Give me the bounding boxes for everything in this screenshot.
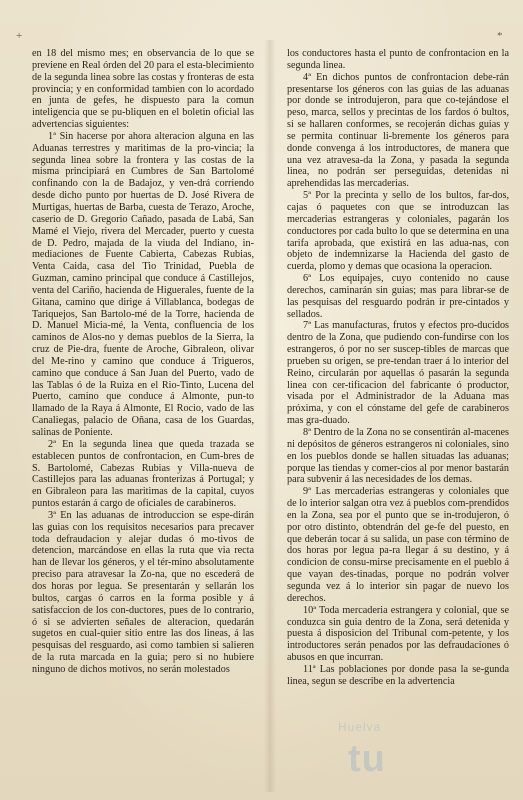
- paragraph: 3ª En las aduanas de introduccion se espe-dirán las guias con los requisitos necesarios para precaver toda defraudacion y alejar dudas ó mo-tivos de detencion, marcándose en ellas la ruta que via recta han de llevar los géneros, y el tér-mino absolutamente preciso para atravesar la Zo-na, que no escederá de dos horas por legua. Se presentarán y sellarán los bultos, cargas ó carros en la forma posible y á satisfaccion de los con-ductores, pues de lo contrario, ó si se advierten señales de alteracion, quedarán sugetos en cual-quier sitio entre las dos lineas, á las pesquisas del resguardo, asi como tambien si salieren de la ruta marcada en la guia; pero si no hubiere ninguno de dichos motivos, no serán molestados: [32, 509, 254, 675]
- left-text-column: [32, 48, 254, 676]
- paragraph: en 18 del mismo mes; en observancia de lo que se previene en Real órden del 20 para el esta-blecimiento de la segunda linea sobre las costas y fronteras de esta provincia; y en conformidad tambien con lo acordado en junta de gefes, he dispuesto para la comun inteligencia que se pu-bliquen en el boletin oficial las advertencias siguientes:: [32, 48, 254, 131]
- corner-mark-right: *: [497, 30, 503, 42]
- paragraph: 1ª Sin hacerse por ahora alteracion alguna en las Aduanas terrestres y maritimas de la pro-vincia; la segunda linea sobre la frontera y las costas de la misma principiará en Cumbres de San Bartolomé confinando con la de Badajoz, y ven-drá corriendo desde dicho punto por huertas de D. José Rivera de Murtigas, huertas de Barba, cuesta de Terazo, Aroche, caserio de D. Gregorio Cañado, pasada de Labá, San Mamé el Viejo, rivera del Mercader, puerto y cuesta de D. Pedro, majada de la viuda del Indiano, in-mediaciones de Fuente Cabierta, Cabezas Rubias, Venta Caida, casa del Tio Trinidad, Puebla de Guzman, camino principal que conduce á Castillejos, venta del Cariño, hacienda de Higuerales, fuente de la Gitana, camino que dirige á Villablanca, bodegas de Tariquejos, San Bartolo-mé de la Torre, hacienda de D. Manuel Micia-mé, la Venta, confluencia de los caminos de Alos-no y demas pueblos de la Sierra, la cruz de Pie-dra, fuente de Aroche, Gibraleon, olivar del Me-rino y camino que conduce á Trigueros, camino que conduce á San Juan del Puerto, vado de las Tablas ó de la Ruiza en el Rio-Tinto, Lucena del Puerto, camino que conduce á Almonte, pun-to llamado de la Raya á Almonte, El Rocio, vado de las Canaliegas, palacio de Oñana, casa de los Guardas, salinas de Poniente.: [32, 130, 254, 438]
- paragraph: 6ª Los equipajes, cuyo contenido no cause derechos, caminarán sin guias; mas para librar-se de las pesquisas del resguardo podrán ir pre-cintados y sellados.: [287, 273, 509, 320]
- paragraph: 4ª En dichos puntos de confrontacion debe-rán presentarse los géneros con las guias de las aduanas por donde se introdujeron, para que co-tejándose el peso, marca, sellos y precintas de los fardos ó bultos, si se hallaren conformes, se recojerán dichas guias y se permita continuar li-bremente los géneros para donde convenga á los introductores, de manera que una vez atravesa-da la Zona, y pasada la segunda linea, no podrán ser perseguidas, detenidas ni aprehendidas las mercaderias.: [287, 71, 509, 190]
- paragraph: 2ª En la segunda linea que queda trazada se establecen puntos de confrontacion, en Cum-bres de S. Bartolomé, Cabezas Rubias y Villa-nueva de Castillejos para las aduanas fronterizas á Portugal; y en Gibraleon para las maritimas de la capital, cuyos puntos estarán á cargo de oficiales de carabineros.: [32, 438, 254, 510]
- paragraph: 7ª Las manufacturas, frutos y efectos pro-ducidos dentro de la Zona, que pudiendo con-fundirse con los estrangeros, ó por no ser suscep-tibles de marcas que prueben su origen, se pre-tendan traer á lo interior del Reino, circularán por aquellas ó pasarán la segunda linea con cer-tificacion del fabricante ó productor, visada por el Administrador de la Aduana mas próxima, y con el cónstame del gefe de carabineros mas gra-duado.: [287, 320, 509, 427]
- page-fold-shadow: [264, 40, 276, 792]
- paragraph: 10ª Toda mercaderia estrangera y colonial, que se conduzca sin guia dentro de la Zona, será detenida y puesta á disposicion del Tribunal com-petente, y los introductores serán penados por las defraudaciones ó abusos en que incurran.: [287, 604, 509, 664]
- right-text-column: [287, 48, 509, 688]
- corner-mark-left: +: [16, 30, 23, 42]
- paragraph: 8ª Dentro de la Zona no se consentirán al-macenes ni depósitos de géneros estrangeros ni coloniales, sino en los pueblos donde se hallen situadas las aduanas; porque las tiendas y comer-cios al por menor bastarán para subvenir á las necesidades de los demas.: [287, 427, 509, 486]
- paragraph: 5ª Por la precinta y sello de los bultos, far-dos, cajas ó paquetes con que se introduzcan las mercaderias estrangeras y coloniales, pagarán los conductores por cada bulto lo que se determina en una tarifa aprobada, que existirá en las adua-nas, con objeto de indemnizarse la Hacienda del gasto de cuerda, plomo y demas que ocasiona la operacion.: [287, 190, 509, 273]
- paragraph: 11ª Las poblaciones por donde pasa la se-gunda linea, segun se describe en la advertencia: [287, 663, 509, 687]
- paragraph: los conductores hasta el punto de confrontacion en la segunda linea.: [287, 48, 509, 71]
- paragraph: 9ª Las mercaderias estrangeras y coloniales que de lo interior salgan otra vez á pueblos com-prendidos en la Zona, sea por el punto que se in-trodujeron, ó por otro distinto, obtendrán del ge-fe del puesto, en que deberán tocar á su salida, un pase con término de dos horas por legua pa-ra llegar á su destino, y á condicion de consu-mirse precisamente en el pueblo á que vayan des-tinadas, porque no podrán volver segunda vez á lo interior sin pagar de nuevo los derechos.: [287, 486, 509, 604]
- library-watermark: Huelva tu: [338, 720, 386, 780]
